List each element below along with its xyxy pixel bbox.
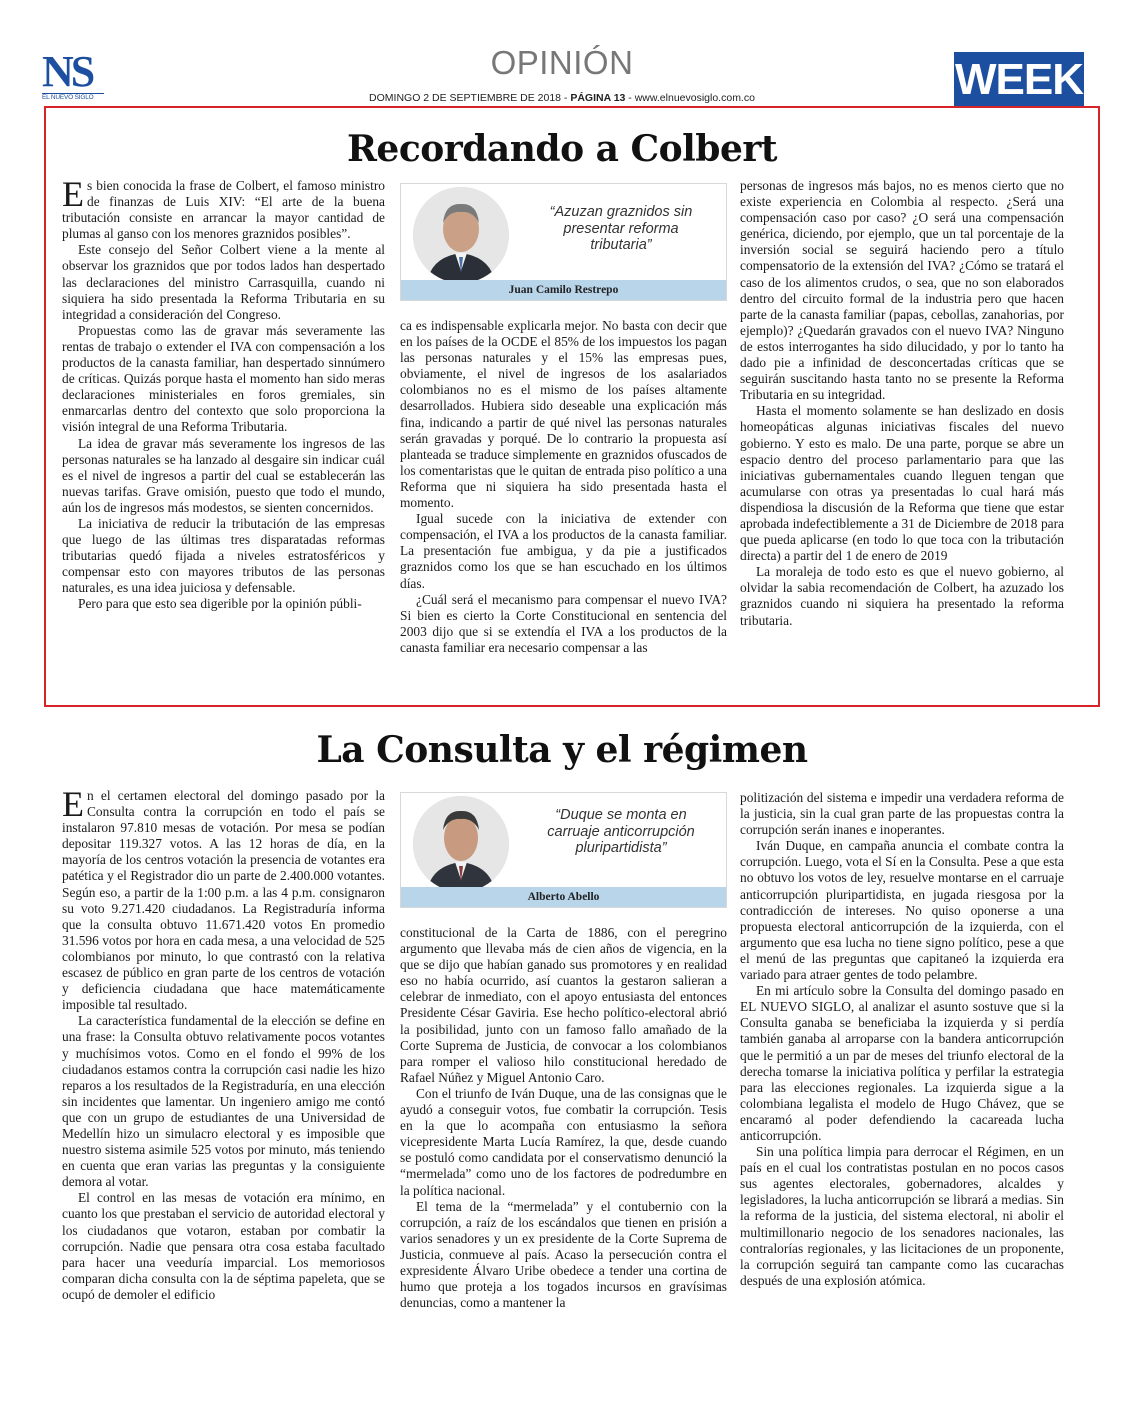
- article1-column-2: [400, 318, 727, 656]
- logo-letters: NS: [42, 47, 93, 96]
- article2-column-2: [400, 925, 727, 1311]
- page-number: PÁGINA 13: [570, 92, 626, 104]
- author-portrait: [413, 187, 509, 283]
- article2-column-1: [62, 784, 385, 1303]
- website-text: - www.elnuevosiglo.com.co: [625, 92, 755, 104]
- article1-paragraph: La idea de gravar más severamente los ingresos de las personas naturales se ha lanzado al desgaire sin indicar cuál es el nivel de ingresos a partir del cual se establecerán las nuevas tarifas. Grave omisión, puesto que todo el mundo, aún los de ingresos más modestos, se sienten concernidos.: [62, 435, 385, 515]
- person-photo-icon: [413, 796, 509, 892]
- article1-pull-quote: “Azuzan graznidos sin presentar reforma tributaria”: [549, 204, 693, 253]
- article2-paragraph: Con el triunfo de Iván Duque, una de las consignas que le ayudó a conseguir votos, fue combatir la corrupción. Tesis en la que lo acompaña con entusiasmo la señora vicepresidente Marta Lucía Ramírez, la que, desde cuando se postuló como candidata por el conservatismo denunció la “mermelada” como uno de los factores de podredumbre en la política nacional.: [400, 1085, 727, 1198]
- article1-author: Juan Camilo Restrepo: [401, 280, 726, 300]
- article1-quote-box: [400, 183, 727, 301]
- article1-paragraph: Este consejo del Señor Colbert viene a la mente al observar los graznidos que por todos lados han despertado las declaraciones del ministro Carrasquilla, cuando ni siquiera ha sido presentada la Reforma Tributaria en su integridad a consideración del Congreso.: [62, 242, 385, 322]
- logo-subtitle: EL NUEVO SIGLO: [42, 93, 104, 101]
- article2-paragraph: constitucional de la Carta de 1886, con el peregrino argumento que llevaba más de cien años de vigencia, en la que se dijo que habían ganado sus promotores y en realidad eso no había ocurrido, así cuantos la gestaron salieran a celebrar de inmediato, con el apoyo entusiasta del entonces Presidente César Gaviria. Ese hecho político-electoral abrió la posibilidad, junto con un famoso fallo amañado de la Corte Suprema de Justicia, de convocar a los colombianos para romper el valioso hilo constitucional heredado de Rafael Núñez y Miguel Antonio Caro.: [400, 925, 727, 1085]
- article1-paragraph: La moraleja de todo esto es que el nuevo gobierno, al olvidar la sabia recomendación de Colbert, ha azuzado los graznidos cuando ni siquiera ha presentado la reforma tributaria.: [740, 564, 1064, 628]
- article2-paragraph: En mi artículo sobre la Consulta del domingo pasado en EL NUEVO SIGLO, al analizar el asunto sostuve que si la Consulta ganaba se beneficiaba la izquierda y si perdía también ganaba al arroparse con la bandera anticorrupción que le permitió a un par de meses del triunfo electoral de la derecha tomarse la iniciativa política y perfilar la estrategia para las elecciones regionales. La izquierda sigue a la colombiana legalista el modelo de Hugo Chávez, que se encaramó al poder defendiendo la cacareada lucha anticorrupción.: [740, 983, 1064, 1143]
- article2-pull-quote: “Duque se monta en carruaje anticorrupción pluripartidista”: [547, 807, 695, 856]
- article2-paragraph: La característica fundamental de la elección se define en una frase: la Consulta obtuvo relativamente pocos votantes y muchísimos votos. Como en el fondo el 99% de los ciudadanos estamos contra la corrupción casi nadie les hizo reparos a los resultados de la Registraduría, en una elección sin incidentes que lamentar. Un ingeniero amigo me contó que con un grupo de estudiantes de una Universidad de Medellín hizo un simulacro electoral y es imposible que nuestro sistema asimile 525 votos por minuto, más teniendo en cuenta que eran varias las preguntas y la consiguiente demora al votar.: [62, 1013, 385, 1190]
- article2-paragraph: Sin una política limpia para derrocar el Régimen, en un país en el cual los contratistas postulan en no pocos casos sus agentes electorales, gobernadores, alcaldes y legisladores, la lucha anticorrupción se librará a medias. Sin la reforma de la justicia, del sistema electoral, ni abolir el multimillonario negocio de los senadores nacionales, las contralorías regionales, y las licitaciones de un proponente, la corrupción seguirá tan campante como las cucarachas después de una explosión atómica.: [740, 1144, 1064, 1288]
- article2-paragraph: Iván Duque, en campaña anuncia el combate contra la corrupción. Luego, vota el Sí en la Consulta. Pese a que esta no obtuvo los votos de ley, resuelve montarse en el carruaje anticorrupción pluripartidista, en jugada riesgosa por la contradicción de intereses. No quiso oponerse a una propuesta electoral anticorrupción de la izquierda, con el argumento que esa lucha no tiene signo político, pese a que el menú de las preguntas que capitaneó la izquierda era variado para atraer gentes de todo pelambre.: [740, 838, 1064, 983]
- article2-paragraph: politización del sistema e impedir una verdadera reforma de la justicia, sin la cual gran parte de las propuestas contra la corrupción serán inanes e inoperantes.: [740, 790, 1064, 838]
- author-portrait: [413, 796, 509, 892]
- article1-paragraph: Hasta el momento solamente se han deslizado en dosis homeopáticas algunas iniciativas fiscales del nuevo gobierno. Y esto es malo. De una parte, porque se abre un espacio dentro del proceso parlamentario para que las iniciativas gubernamentales cuando lleguen tengan que acumularse con otras ya presentadas lo cual hará más dispendiosa la discusión de la Reforma que tiene que estar aprobada indefectiblemente a 31 de Diciembre de 2018 para que pueda aplicarse (en todo lo que toca con la tributación directa) a partir del 1 de enero de 2019: [740, 403, 1064, 564]
- article2-quote-box: [400, 792, 727, 908]
- article2-title: La Consulta y el régimen: [316, 729, 808, 771]
- section-title: OPINIÓN: [490, 44, 634, 81]
- date-text: DOMINGO 2 DE SEPTIEMBRE DE 2018 -: [369, 92, 571, 104]
- article1-paragraph: La iniciativa de reducir la tributación de las empresas que luego de las últimas tres disparatadas reformas tributarias quedó fijada a niveles estratosféricos y compensar esto con mayores tributos de las personas naturales, es una idea juiciosa y defensable.: [62, 515, 385, 596]
- drop-cap: E: [62, 784, 84, 824]
- article1-paragraph: personas de ingresos más bajos, no es menos cierto que no existe experiencia en Colombia al respecto. ¿Será una compensación caso por caso? ¿O será una compensación genérica, diciendo, por ejemplo, que un tal porcentaje de la inversión social se seguirá haciendo pero a título compensatorio de la extensión del IVA? ¿Cómo se tratará el caso de los alimentos crudos, o sea, que no son elaborados dentro del circuito formal de la industria pero que hacen parte de la canasta familiar (papas, cebollas, zanahorias, por ejemplo)? ¿Quedarán gravados con el nuevo IVA? Ninguno de estos interrogantes ha sido dilucidado, y por lo tanto ha dado pie a infinidad de desconcertadas críticas que se seguirán suscitando hasta tanto no se presente la Reforma Tributaria en su integridad.: [740, 178, 1064, 403]
- article1-paragraph: Pero para que esto sea digerible por la opinión públi-: [78, 596, 362, 612]
- week-badge: WEEK: [954, 52, 1084, 108]
- person-photo-icon: [413, 187, 509, 283]
- article2-paragraph: En el certamen electoral del domingo pasado por la Consulta contra la corrupción en todo el país se instalaron 97.810 mesas de votación. Por mesa se podían depositar 119.327 votos. A las 12 horas de día, en la mayoría de los centros votación la presencia de votantes era patética y el Registrador dio un parte de 2.400.000 votantes. Según eso, a partir de la 1:00 p.m. a las 4 p.m. consignaron su voto 9.271.420 ciudadanos. La Registraduría informa que la consulta obtuvo 11.671.420 votos En promedio 31.596 votos por hora en cada mesa, a una velocidad de 525 colombianos por minuto, lo que contrastó con la relativa escasez de público en gran parte de los centros de votación y deficiencia ciudadana que hace matemáticamente imposible tal resultado.: [62, 784, 385, 1013]
- article2-paragraph: El tema de la “mermelada” y el contubernio con la corrupción, a raíz de los escándalos que tienen en prisión a varios senadores y un ex presidente de la Corte Suprema de Justicia, conmueve al país. Acaso la persecución contra el expresidente Álvaro Uribe obedece a tender una cortina de humo que proteja a los togados incursos en gravísimas denuncias, como a mantener la: [400, 1198, 727, 1311]
- article1-paragraph: ¿Cuál será el mecanismo para compensar el nuevo IVA? Si bien es cierto la Corte Constitucional en sentencia del 2003 dijo que si se extendía el IVA a los productos de la canasta familiar era necesario compensar a las: [400, 591, 727, 655]
- article1-title: Recordando a Colbert: [347, 128, 777, 170]
- article1-column-1: [62, 174, 385, 613]
- article2-paragraph: El control en las mesas de votación era mínimo, en cuanto los que prestaban el servicio de autoridad electoral y los ciudadanos que votaron, estaban por combatir la corrupción. Nadie que pensara otra cosa estaba facultado para hacer una veeduría imparcial. Los memoriosos comparan dicha consulta con la de séptima papeleta, que se ocupó de demoler el edificio: [62, 1190, 385, 1302]
- drop-cap: E: [62, 174, 84, 214]
- article2-author: Alberto Abello: [401, 887, 726, 907]
- article1-paragraph: Es bien conocida la frase de Colbert, el famoso ministro de finanzas de Luis XIV: “El arte de la buena tributación consiste en arrancar la mayor cantidad de plumas al ganso con los menores graznidos posibles”.: [62, 174, 385, 242]
- article1-column-3: [740, 178, 1064, 629]
- article1-paragraph: ca es indispensable explicarla mejor. No basta con decir que en los países de la OCDE el 85% de los impuestos los pagan las personas naturales y el 15% las empresas pues, obviamente, el nivel de ingresos de los asalariados colombianos no es el mismo de los países altamente desarrollados. Hubiera sido deseable una explicación más fina, indicando a partir de qué nivel las personas naturales serán gravadas y porqué. De lo contrario la propuesta así planteada se traduce simplemente en graznidos ofuscados de los comentaristas que le quitan de entrada piso político a una Reforma que ni siquiera ha sido presentada hasta el momento.: [400, 318, 727, 511]
- article2-column-3: [740, 790, 1064, 1289]
- article1-paragraph: Propuestas como las de gravar más severamente las rentas de trabajo o extender el IVA con compensación a los productos de la canasta familiar, han despertado sinnúmero de críticas. Quizás porque hasta el momento han sido meras declaraciones ministeriales en foros gremiales, sin enmarcarlas dentro del contexto que solo proporciona la visión integral de una Reforma Tributaria.: [62, 322, 385, 435]
- article1-paragraph: Igual sucede con la iniciativa de extender con compensación, el IVA a los productos de la canasta familiar. La presentación fue ambigua, y da pie a justificados graznidos como los que se han escuchado en los últimos días.: [400, 511, 727, 591]
